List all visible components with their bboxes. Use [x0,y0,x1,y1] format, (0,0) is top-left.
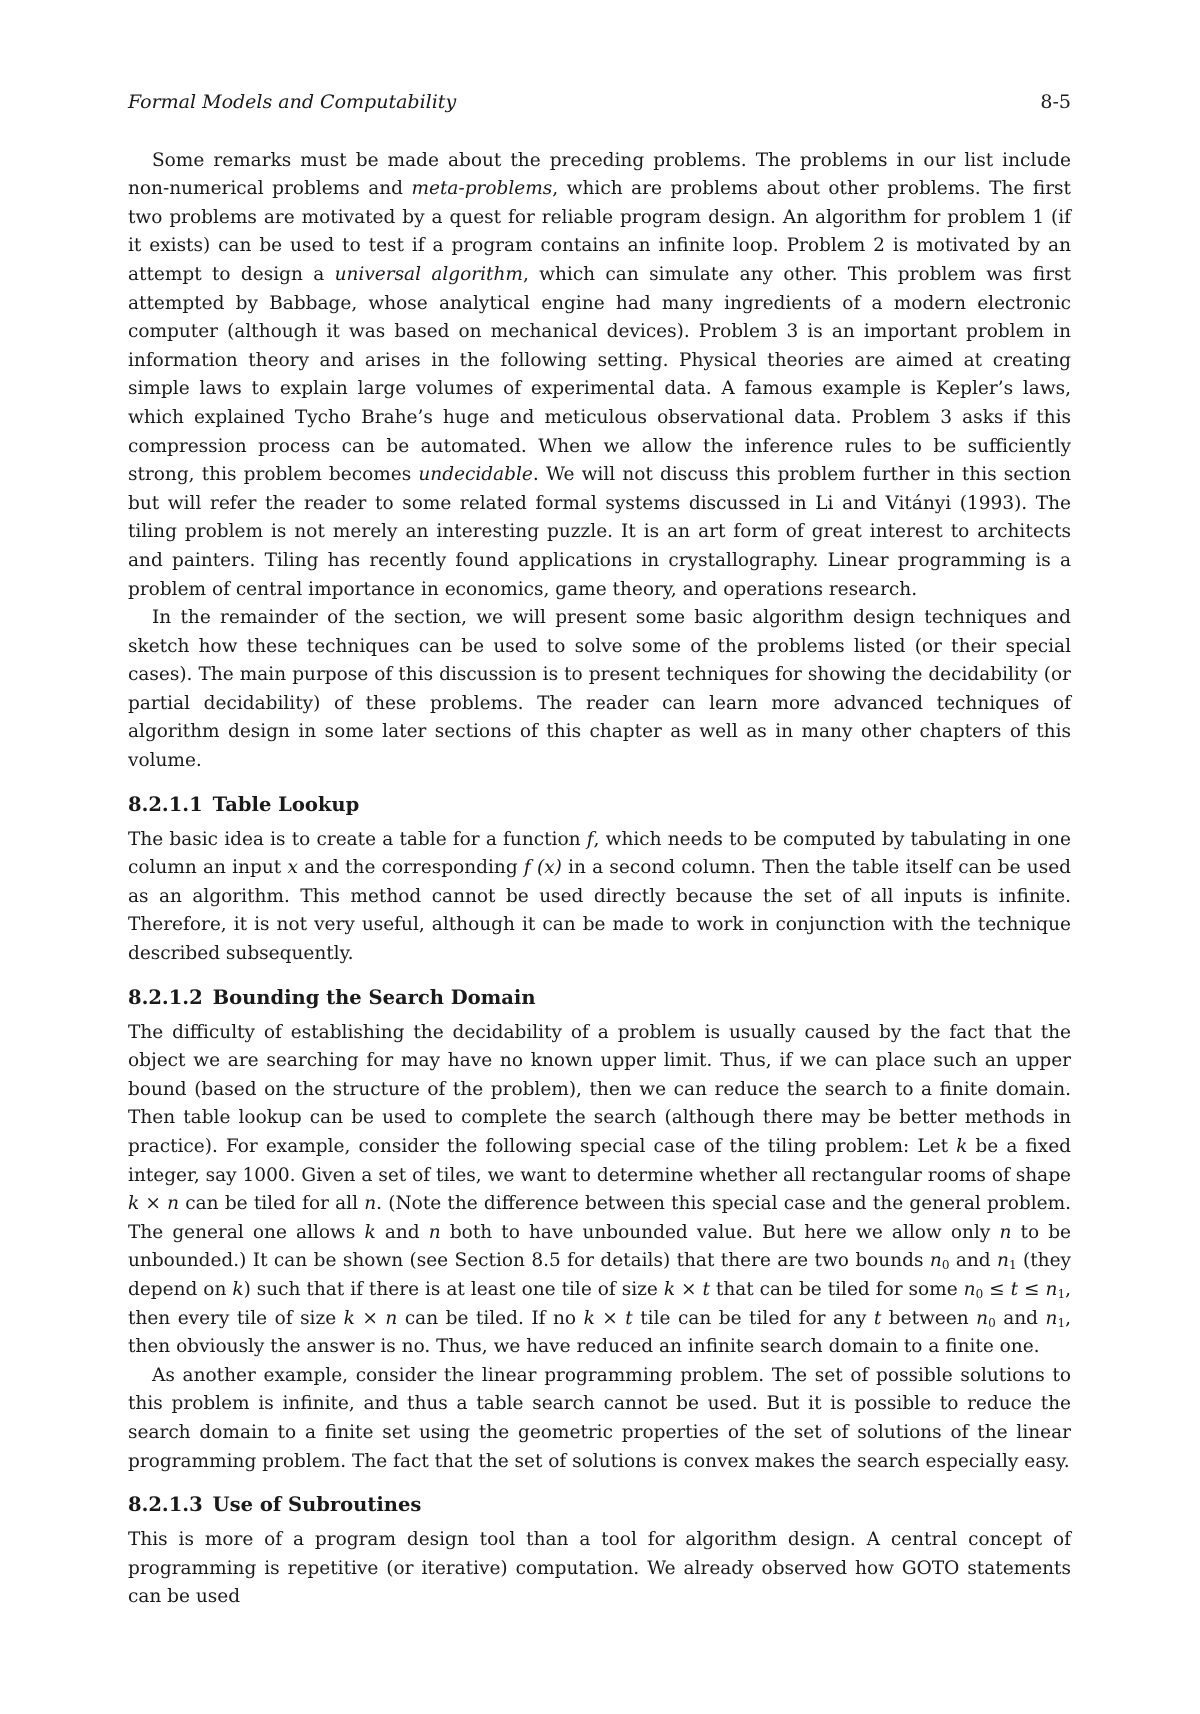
paragraph-table-lookup: The basic idea is to create a table for a function f, which needs to be computed by tabulating in one column an input x and the corresponding f (x) in a second column. Then the table itself can be used as an algorithm. This method cannot be used directly because the set of all inputs is infinite. Therefore, it is not very useful, although it can be made to work in conjunction with the technique described subsequently. [128,828,1071,965]
paragraph-remainder: In the remainder of the section, we will present some basic algorithm design techniques and sketch how these techniques can be used to solve some of the problems listed (or their special cases). The main purpose of this discussion is to present techniques for showing the decidability (or partial decidability) of these problems. The reader can learn more advanced techniques of algorithm design in some later sections of this chapter as well as in many other chapters of this volume. [128,607,1071,772]
running-title: Formal Models and Computability [128,91,457,113]
section-heading-bounding-search: 8.2.1.2 Bounding the Search Domain [128,985,536,1009]
running-header [128,88,1071,117]
page [128,88,1071,1612]
section-heading-subroutines: 8.2.1.3 Use of Subroutines [128,1493,422,1517]
paragraph-linear-programming: As another example, consider the linear programming problem. The set of possible solutions to this problem is infinite, and thus a table search cannot be used. But it is possible to reduce the search domain to a finite set using the geometric properties of the set of solutions of the linear programming problem. The fact that the set of solutions is convex makes the search especially easy. [128,1364,1071,1472]
page-number: 8-5 [1040,91,1071,113]
paragraph-subroutines: This is more of a program design tool than a tool for algorithm design. A central concept of programming is repetitive (or iterative) computation. We already observed how GOTO statements can be used [128,1529,1071,1608]
paragraph-remarks: Some remarks must be made about the preceding problems. The problems in our list include non-numerical problems and meta-problems, which are problems about other problems. The first two problems are motivated by a quest for reliable program design. An algorithm for problem 1 (if it exists) can be used to test if a program contains an infinite loop. Problem 2 is motivated by an attempt to design a universal algorithm, which can simulate any other. This problem was first attempted by Babbage, whose analytical engine had many ingredients of a modern electronic computer (although it was based on mechanical devices). Problem 3 is an important problem in information theory and arises in the following setting. Physical theories are aimed at creating simple laws to explain large volumes of experimental data. A famous example is Kepler’s laws, which explained Tycho Brahe’s huge and meticulous observational data. Problem 3 asks if this compression process can be automated. When we allow the inference rules to be sufficiently strong, this problem becomes undecidable. We will not discuss this problem further in this section but will refer the reader to some related formal systems discussed in Li and Vitányi (1993). The tiling problem is not merely an interesting puzzle. It is an art form of great interest to architects and painters. Tiling has recently found applications in crystallography. Linear programming is a problem of central importance in economics, game theory, and operations research. [128,149,1072,600]
paragraph-bounding-search: The difficulty of establishing the decidability of a problem is usually caused by the fact that the object we are searching for may have no known upper limit. Thus, if we can place such an upper bound (based on the structure of the problem), then we can reduce the search to a finite domain. Then table lookup can be used to complete the search (although there may be better methods in practice). For example, consider the following special case of the tiling problem: Let k be a fixed integer, say 1000. Given a set of tiles, we want to determine whether all rectangular rooms of shape k × n can be tiled for all n. (Note the difference between this special case and the general problem. The general one allows k and n both to have unbounded value. But here we allow only n to be unbounded.) It can be shown (see Section 8.5 for details) that there are two bounds $n_0$ and $n_1$ (they depend on k) such that if there is at least one tile of size k × t that can be tiled for some $n_0 \le t \le n_1$, then every tile of size k × n can be tiled. If no k × t tile can be tiled for any t between $n_0$ and $n_1$, then obviously the answer is no. Thus, we have reduced an infinite search domain to a finite one. [128,1021,1072,1358]
section-heading-table-lookup: 8.2.1.1 Table Lookup [128,792,360,816]
